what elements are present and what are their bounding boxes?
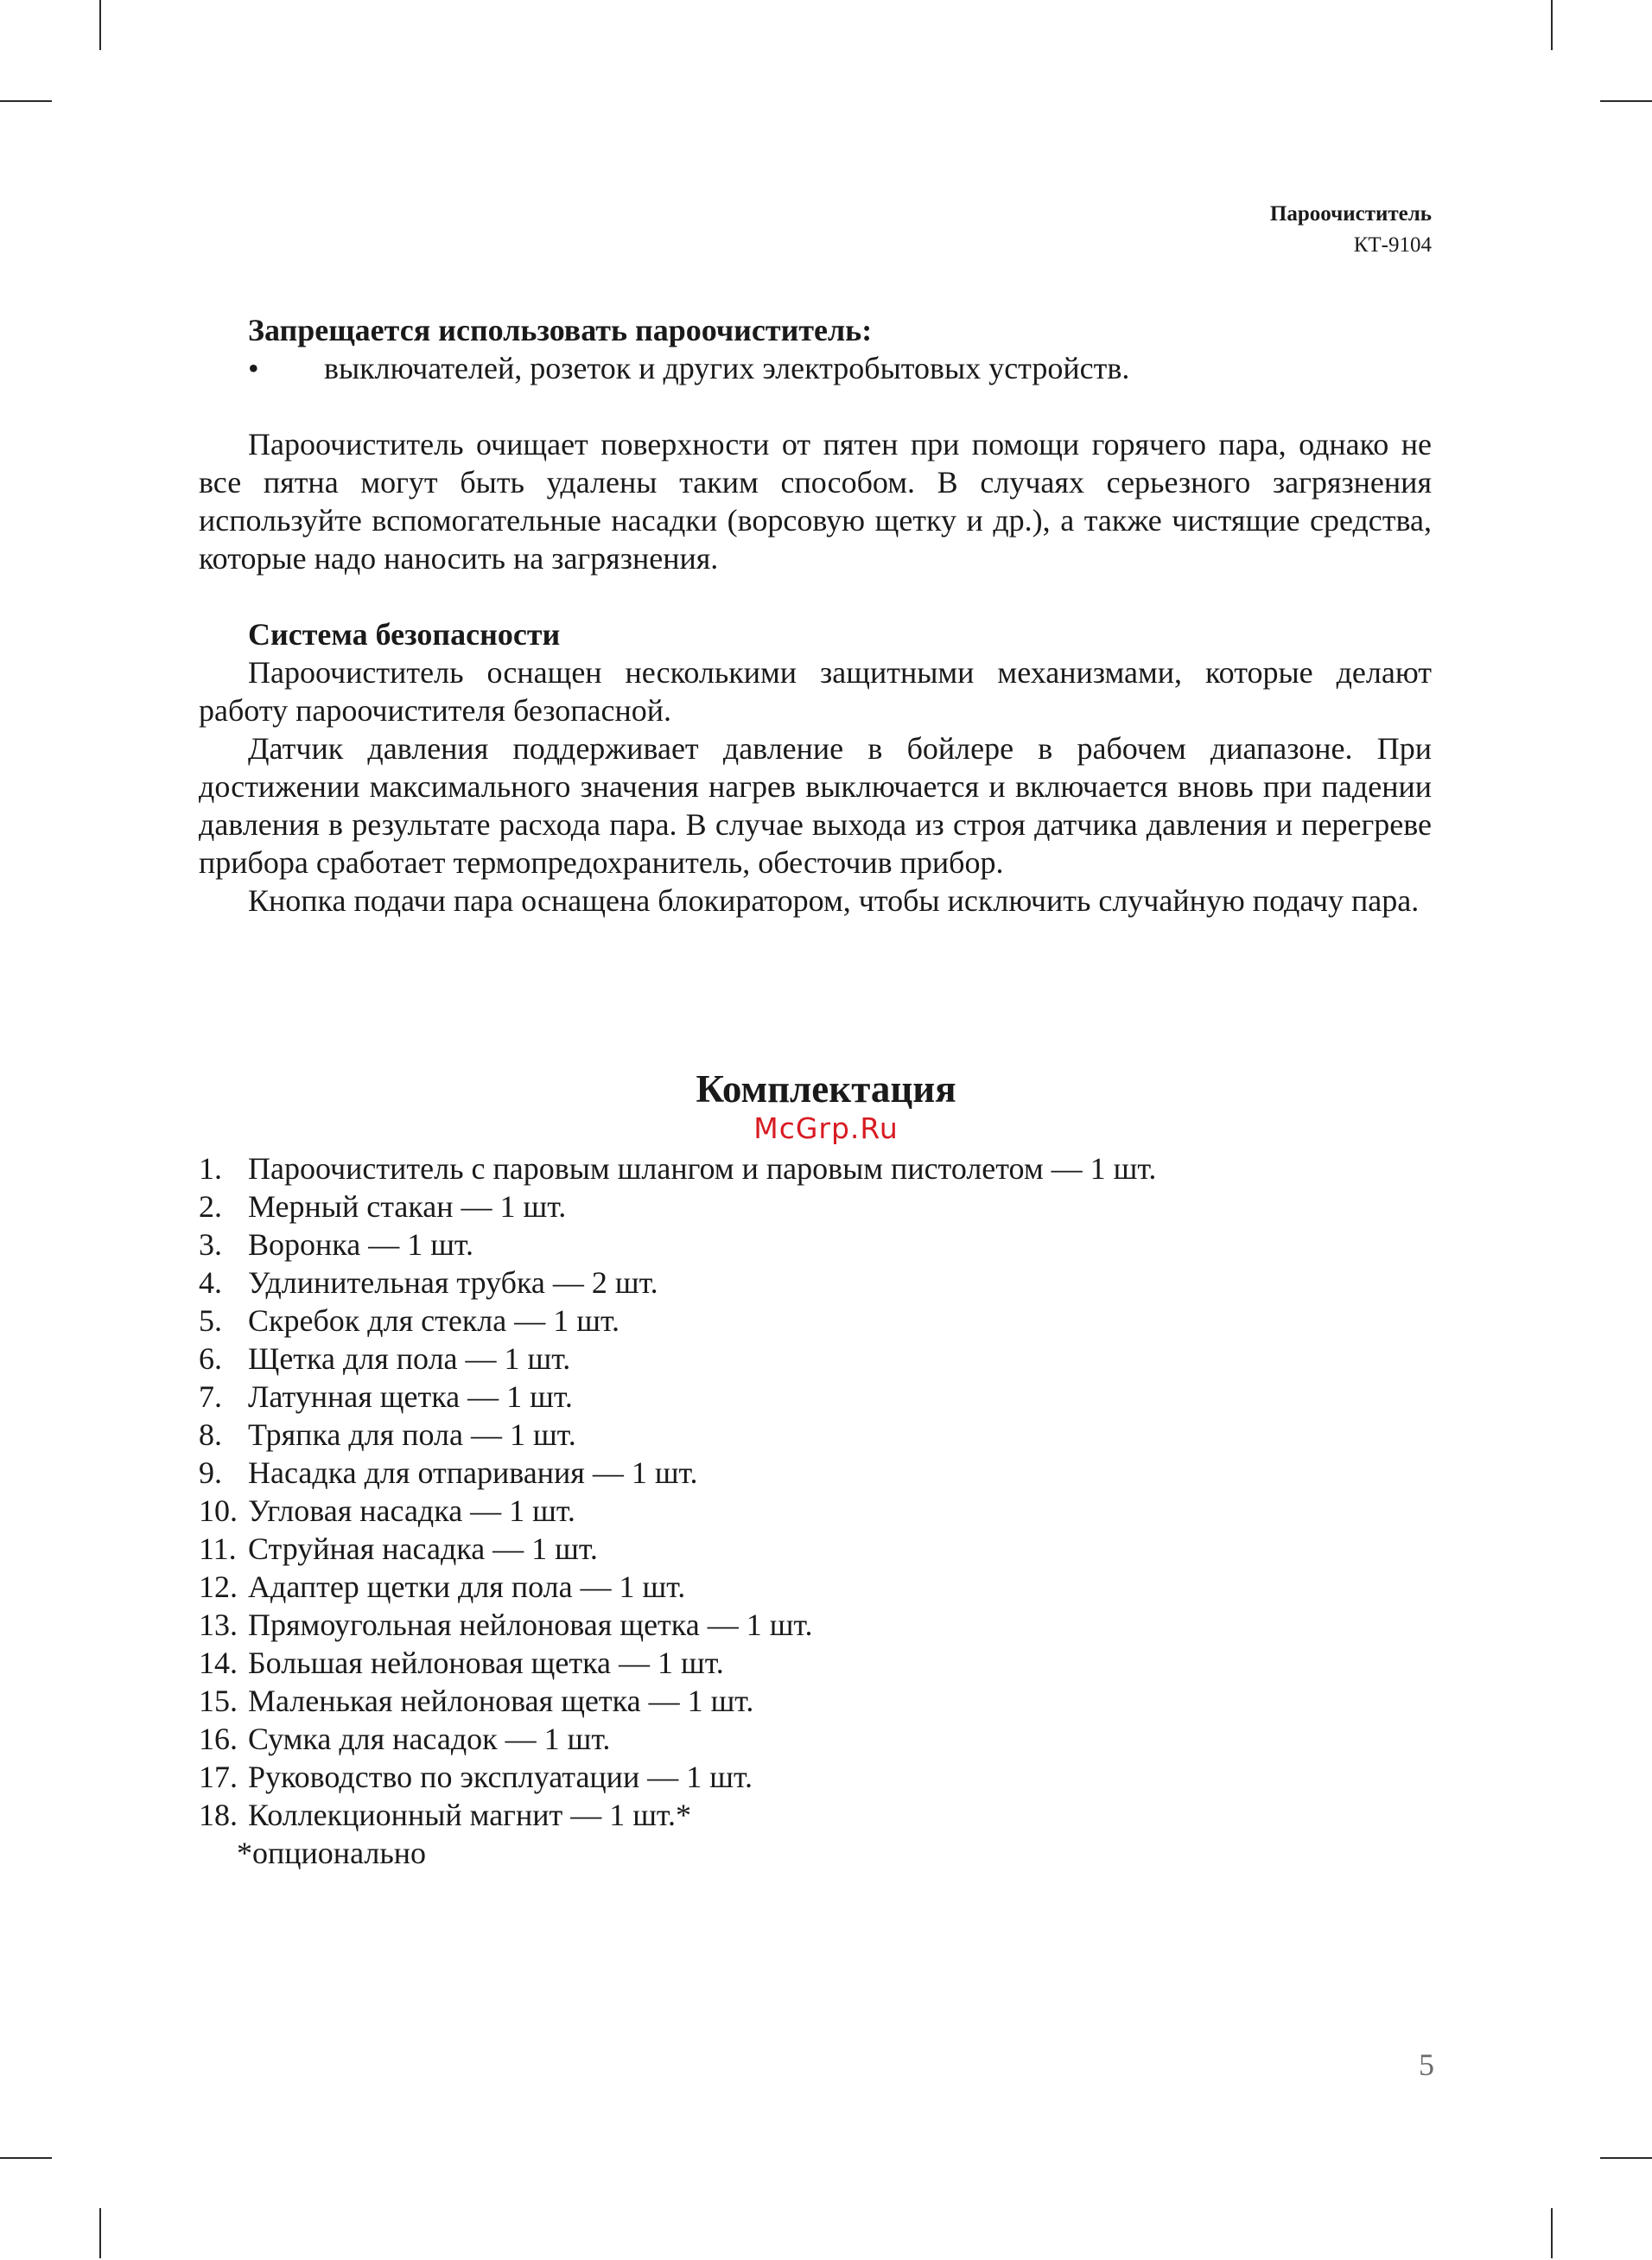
list-item-text: Удлинительная трубка — 2 шт. — [248, 1265, 658, 1300]
list-item-text: Маленькая нейлоновая щетка — 1 шт. — [248, 1684, 754, 1718]
crop-mark-bottom-right-h — [1600, 2157, 1652, 2159]
safety-heading: Система безопасности — [248, 617, 561, 652]
list-item-text: Пароочиститель с паровым шлангом и паровым пистолетом — 1 шт. — [248, 1151, 1157, 1186]
list-item — [199, 1682, 1156, 1720]
list-item — [199, 1378, 1156, 1416]
kit-list — [199, 1149, 1156, 1834]
kit-section-title: Комплектация — [696, 1067, 956, 1111]
list-item-number: 17. — [199, 1760, 238, 1794]
list-item-number: 4. — [199, 1265, 222, 1300]
kit-footnote: *опционально — [237, 1836, 427, 1870]
list-item — [199, 1568, 1156, 1606]
list-item-text: Насадка для отпаривания — 1 шт. — [248, 1455, 698, 1490]
header-title: Пароочиститель — [1269, 202, 1432, 226]
crop-mark-top-left-h — [0, 100, 52, 102]
list-item-number: 15. — [199, 1684, 238, 1718]
list-item — [199, 1530, 1156, 1568]
watermark-text: McGrp.Ru — [753, 1111, 899, 1145]
list-item — [199, 1492, 1156, 1530]
list-item-text: Тряпка для пола — 1 шт. — [248, 1417, 576, 1452]
crop-mark-bottom-left-h — [0, 2157, 52, 2159]
list-item-number: 12. — [199, 1569, 238, 1604]
cleaning-paragraph: Пароочиститель очищает поверхности от пятен при помощи горячего пара, однако не все пятна могут быть удалены таким способом. В случаях серьезного загрязнения используйте вспомогательные насадки (ворсовую щетку и др.), а также чистящие средства, которые надо наносить на загрязнения. — [199, 427, 1432, 576]
crop-mark-bottom-left — [99, 2208, 101, 2258]
list-item-number: 3. — [199, 1227, 222, 1262]
list-item-number: 6. — [199, 1341, 222, 1376]
list-item — [199, 1454, 1156, 1492]
list-item — [199, 1720, 1156, 1758]
list-item — [199, 1302, 1156, 1340]
safety-paragraph-1: Пароочиститель оснащен несколькими защитными механизмами, которые делают работу пароочистителя безопасной. — [199, 655, 1432, 728]
list-item-number: 5. — [199, 1303, 222, 1338]
list-item-text: Щетка для пола — 1 шт. — [248, 1341, 571, 1376]
list-item — [199, 1644, 1156, 1682]
page-number: 5 — [1419, 2047, 1434, 2082]
list-item — [199, 1606, 1156, 1644]
list-item-text: Сумка для насадок — 1 шт. — [248, 1722, 611, 1756]
list-item-number: 8. — [199, 1417, 222, 1452]
prohibit-heading: Запрещается использовать пароочиститель: — [248, 313, 873, 347]
list-item — [199, 1225, 1156, 1264]
list-item-number: 2. — [199, 1189, 222, 1224]
page-body — [199, 311, 1432, 920]
list-item-text: Струйная насадка — 1 шт. — [248, 1531, 598, 1566]
list-item-number: 16. — [199, 1722, 238, 1756]
list-item — [199, 1264, 1156, 1302]
list-item-text: Адаптер щетки для пола — 1 шт. — [248, 1569, 686, 1604]
list-item-number: 13. — [199, 1607, 238, 1642]
list-item-number: 14. — [199, 1646, 238, 1680]
list-item-number: 1. — [199, 1151, 222, 1186]
safety-paragraph-3: Кнопка подачи пара оснащена блокиратором, чтобы исключить случайную подачу пара. — [248, 883, 1420, 918]
list-item — [199, 1416, 1156, 1454]
list-item-text: Прямоугольная нейлоновая щетка — 1 шт. — [248, 1607, 813, 1642]
list-item-text: Большая нейлоновая щетка — 1 шт. — [248, 1646, 724, 1680]
prohibit-bullet-item — [199, 349, 1432, 387]
crop-mark-bottom-right — [1551, 2208, 1553, 2258]
running-header — [1270, 199, 1432, 261]
crop-mark-top-right-h — [1600, 100, 1652, 102]
crop-mark-top-right — [1551, 0, 1553, 50]
list-item-number: 18. — [199, 1798, 238, 1832]
prohibit-bullet-text: выключателей, розеток и других электробытовых устройств. — [324, 351, 1130, 385]
list-item-number: 11. — [199, 1531, 237, 1566]
list-item-number: 9. — [199, 1455, 222, 1490]
list-item-number: 10. — [199, 1493, 238, 1528]
list-item — [199, 1149, 1156, 1187]
list-item-text: Угловая насадка — 1 шт. — [248, 1493, 575, 1528]
header-model: КТ-9104 — [1353, 233, 1432, 257]
list-item — [199, 1340, 1156, 1378]
list-item-number: 7. — [199, 1379, 222, 1414]
safety-paragraph-2: Датчик давления поддерживает давление в бойлере в рабочем диапазоне. При достижении максимального значения нагрев выключается и включается вновь при падении давления в результате расхода пара. В случае выхода из строя датчика давления и перегреве прибора сработает термопредохранитель, обесточив прибор. — [199, 731, 1432, 880]
list-item-text: Руководство по эксплуатации — 1 шт. — [248, 1760, 753, 1794]
list-item-text: Коллекционный магнит — 1 шт.* — [248, 1798, 691, 1832]
list-item-text: Воронка — 1 шт. — [248, 1227, 473, 1262]
list-item-text: Скребок для стекла — 1 шт. — [248, 1303, 620, 1338]
list-item — [199, 1796, 1156, 1834]
list-item-text: Мерный стакан — 1 шт. — [248, 1189, 567, 1224]
crop-mark-top-left — [99, 0, 101, 50]
list-item — [199, 1187, 1156, 1225]
list-item — [199, 1758, 1156, 1796]
list-item-text: Латунная щетка — 1 шт. — [248, 1379, 573, 1414]
bullet-icon: • — [248, 351, 259, 385]
